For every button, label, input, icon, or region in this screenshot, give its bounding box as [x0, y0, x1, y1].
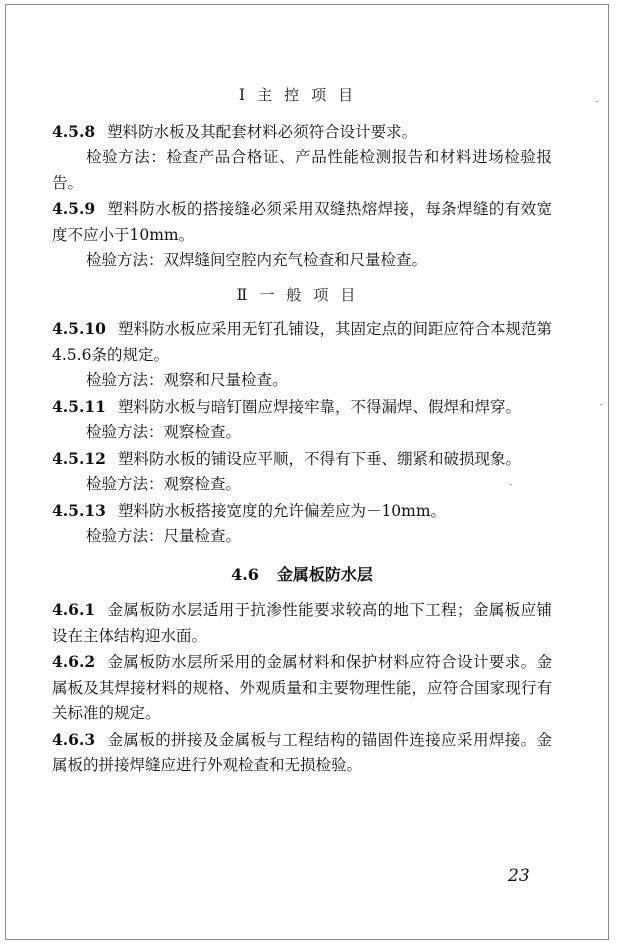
method-4-5-8 [52, 145, 552, 196]
clause-text: 塑料防水板应采用无钉孔铺设，其固定点的间距应符合本规范第4.5.6条的规定。 [52, 320, 552, 364]
method-4-5-11 [52, 420, 552, 446]
clause-text: 塑料防水板与暗钉圈应焊接牢靠，不得漏焊、假焊和焊穿。 [117, 397, 521, 416]
document-body [52, 82, 552, 779]
section-heading-main-control [52, 82, 552, 109]
chapter-title: 金属板防水层 [276, 564, 373, 584]
method-4-5-13 [52, 524, 552, 550]
chapter-heading-4-6 [52, 562, 552, 588]
heading-text: 一般项目 [259, 285, 368, 304]
clause-number: 4.5.11 [52, 396, 106, 416]
section-heading-general [52, 282, 552, 309]
clause-text: 金属板的拼接及金属板与工程结构的锚固件连接应采用焊接。金属板的拼接焊缝应进行外观检查和无损检验。 [52, 730, 552, 774]
clause-number: 4.6.1 [52, 600, 96, 619]
clause-text: 金属板防水层适用于抗渗性能要求较高的地下工程；金属板应铺设在主体结构迎水面。 [52, 601, 552, 645]
scan-speck [510, 484, 512, 485]
clause-4-6-2 [52, 649, 552, 727]
chapter-number: 4.6 [231, 564, 259, 584]
clause-text: 塑料防水板搭接宽度的允许偏差应为－10mm。 [117, 501, 447, 520]
roman-numeral: Ⅰ [238, 85, 246, 104]
clause-number: 4.6.2 [52, 652, 96, 671]
clause-text: 塑料防水板的搭接缝必须采用双缝热熔焊接，每条焊缝的有效宽度不应小于10mm。 [52, 200, 552, 244]
method-text: 检验方法：检查产品合格证、产品性能检测报告和材料进场检验报告。 [52, 148, 552, 192]
method-text: 检验方法：双焊缝间空腔内充气检查和尺量检查。 [86, 251, 428, 269]
method-text: 检验方法：尺量检查。 [86, 527, 242, 545]
method-4-5-9 [52, 248, 552, 274]
scan-speck [600, 404, 602, 405]
method-text: 检验方法：观察和尺量检查。 [86, 371, 288, 389]
roman-numeral: Ⅱ [236, 284, 248, 304]
clause-text: 金属板防水层所采用的金属材料和保护材料应符合设计要求。金属板及其焊接材料的规格、外观质量和主要物理性能，应符合国家现行有关标准的规定。 [52, 653, 552, 722]
clause-number: 4.5.8 [52, 121, 96, 141]
method-text: 检验方法：观察检查。 [86, 475, 242, 493]
page-number: 23 [508, 866, 530, 886]
clause-number: 4.5.12 [52, 448, 106, 468]
clause-number: 4.6.3 [52, 729, 96, 749]
clause-4-5-9 [52, 196, 552, 248]
clause-text: 塑料防水板的铺设应平顺，不得有下垂、绷紧和破损现象。 [117, 449, 521, 468]
clause-4-5-8 [52, 119, 552, 146]
clause-4-5-13 [52, 498, 552, 525]
method-4-5-10 [52, 368, 552, 394]
scan-speck [596, 101, 598, 102]
clause-4-5-10 [52, 316, 552, 368]
clause-4-5-12 [52, 446, 552, 473]
clause-number: 4.5.13 [52, 500, 106, 520]
method-4-5-12 [52, 472, 552, 498]
clause-number: 4.5.9 [52, 199, 96, 218]
clause-4-6-3 [52, 727, 552, 779]
heading-text: 主控项目 [257, 86, 366, 104]
clause-4-6-1 [52, 597, 552, 649]
method-text: 检验方法：观察检查。 [86, 423, 242, 441]
clause-text: 塑料防水板及其配套材料必须符合设计要求。 [107, 122, 418, 141]
clause-4-5-11 [52, 394, 552, 421]
clause-number: 4.5.10 [52, 319, 106, 338]
